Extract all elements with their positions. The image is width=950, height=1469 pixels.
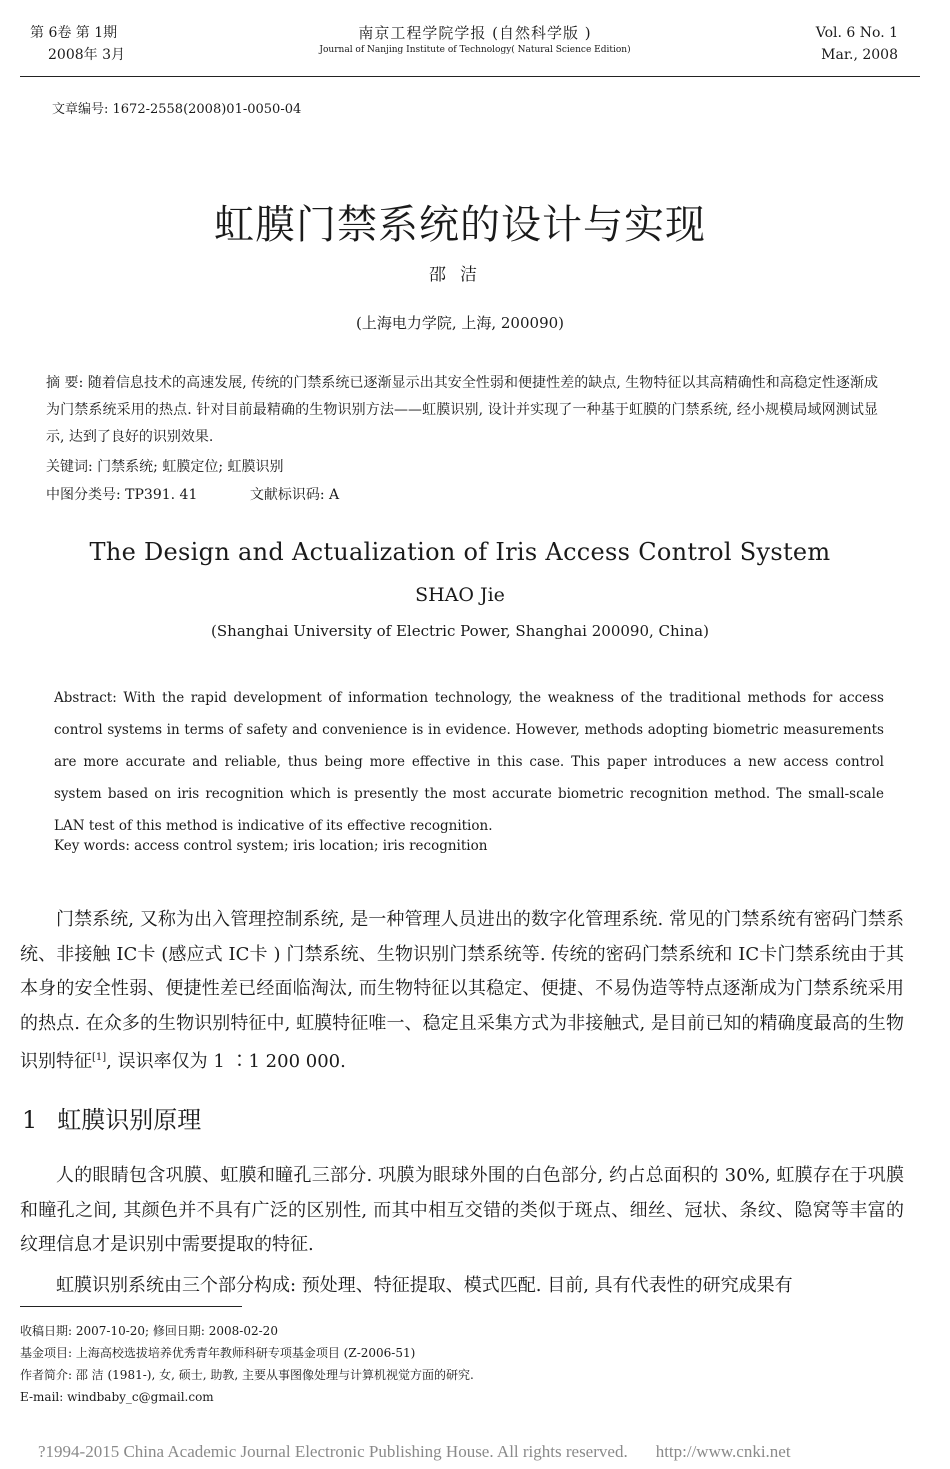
article-number: 文章编号: 1672-2558(2008)01-0050-04 <box>52 102 302 117</box>
abstract-en: Abstract: With the rapid development of information technology, the weakness of the traditional methods for access control systems in terms of safety and convenience is in evidence. However, methods adopting biometric measurements are more accurate and reliable, thus being more effective in this case. This paper introduces a new access control system based on iris recognition which is presently the most accurate biometric recognition method. The small-scale LAN test of this method is indicative of its effective recognition. <box>54 690 884 834</box>
keywords-en: Key words: access control system; iris location; iris recognition <box>54 838 488 854</box>
running-header-right <box>816 22 898 66</box>
author-name: 邵洁 <box>429 265 491 285</box>
copyright-text: ?1994-2015 China Academic Journal Electronic Publishing House. All rights reserved. <box>38 1442 628 1461</box>
clc-number: 中图分类号: TP391. 41 <box>46 487 198 503</box>
volume-issue-cn: 第 6卷 第 1期 <box>30 25 118 41</box>
author-name-en: SHAO Jie <box>415 584 505 606</box>
intro-paragraph <box>20 903 904 1080</box>
paper-title: 虹膜门禁系统的设计与实现 <box>214 201 706 248</box>
section-title: 虹膜识别原理 <box>57 1106 202 1134</box>
footnote-bio: 作者简介: 邵 洁 (1981-), 女, 硕士, 助教, 主要从事图像处理与计算机视觉方面的研究. <box>20 1368 474 1382</box>
website-link[interactable]: http://www.cnki.net <box>655 1442 791 1461</box>
header-divider <box>20 76 920 77</box>
intro-text: 门禁系统, 又称为出入管理控制系统, 是一种管理人员进出的数字化管理系统. 常见的门禁系统有密码门禁系统、非接触 IC卡 (感应式 IC卡 ) 门禁系统、生物识别门禁系统等. 传统的密码门禁系统和 IC卡门禁系统由于其本身的安全性弱、便捷性差已经面临淘汰, 而生物特征以其稳定、便捷、不易伪造等特点逐渐成为门禁系统采用的热点. 在众多的生物识别特征中, 虹膜特征唯一、稳定且采集方式为非接触式, 是目前已知的精确度最高的生物识别特征 <box>20 909 904 1072</box>
date-cn: 2008年 3月 <box>48 47 125 63</box>
section-number: 1 <box>22 1106 38 1134</box>
section-paragraph-2 <box>20 1269 904 1304</box>
section-heading <box>22 1100 201 1135</box>
author-affiliation: (上海电力学院, 上海, 200090) <box>355 314 565 332</box>
section-paragraph-1 <box>20 1159 904 1263</box>
author-affiliation-en: (Shanghai University of Electric Power, Shanghai 200090, China) <box>211 622 709 640</box>
journal-name <box>250 22 700 55</box>
intro-tail: , 误识率仅为 1 ∶1 200 000. <box>106 1051 346 1072</box>
journal-name-cn: 南京工程学院学报 (自然科学版 ) <box>358 24 592 42</box>
section-paragraph-2-text: 虹膜识别系统由三个部分构成: 预处理、特征提取、模式匹配. 目前, 具有代表性的研究成果有 <box>56 1275 793 1296</box>
citation-ref[interactable]: [1] <box>92 1052 107 1063</box>
footnote-divider <box>20 1306 242 1307</box>
classification-line <box>46 484 339 504</box>
date-en: Mar., 2008 <box>821 47 898 63</box>
keywords-cn: 关键词: 门禁系统; 虹膜定位; 虹膜识别 <box>46 459 284 475</box>
running-header-left <box>30 22 125 66</box>
footnotes <box>20 1320 474 1408</box>
journal-name-en: Journal of Nanjing Institute of Technology( Natural Science Edition) <box>319 45 631 55</box>
paper-title-en: The Design and Actualization of Iris Access Control System <box>89 538 831 566</box>
footnote-fund: 基金项目: 上海高校选拔培养优秀青年教师科研专项基金项目 (Z-2006-51) <box>20 1346 416 1360</box>
footnote-email[interactable]: E-mail: windbaby_c@gmail.com <box>20 1390 214 1404</box>
abstract-cn: 摘 要: 随着信息技术的高速发展, 传统的门禁系统已逐渐显示出其安全性弱和便捷性差的缺点, 生物特征以其高精确性和高稳定性逐渐成为门禁系统采用的热点. 针对目前最精确的生物识别方法——虹膜识别, 设计并实现了一种基于虹膜的门禁系统, 经小规模局域网测试显示, 达到了良好的识别效果. <box>46 375 878 445</box>
section-paragraph-1-text: 人的眼睛包含巩膜、虹膜和瞳孔三部分. 巩膜为眼球外围的白色部分, 约占总面积的 30%, 虹膜存在于巩膜和瞳孔之间, 其颜色并不具有广泛的区别性, 而其中相互交错的类似于斑点、细丝、冠状、条纹、隐窝等丰富的纹理信息才是识别中需要提取的特征. <box>20 1165 904 1255</box>
document-code: 文献标识码: A <box>249 487 340 503</box>
copyright-footer <box>38 1442 791 1462</box>
footnote-received: 收稿日期: 2007-10-20; 修回日期: 2008-02-20 <box>20 1324 278 1338</box>
volume-issue-en: Vol. 6 No. 1 <box>815 25 898 41</box>
